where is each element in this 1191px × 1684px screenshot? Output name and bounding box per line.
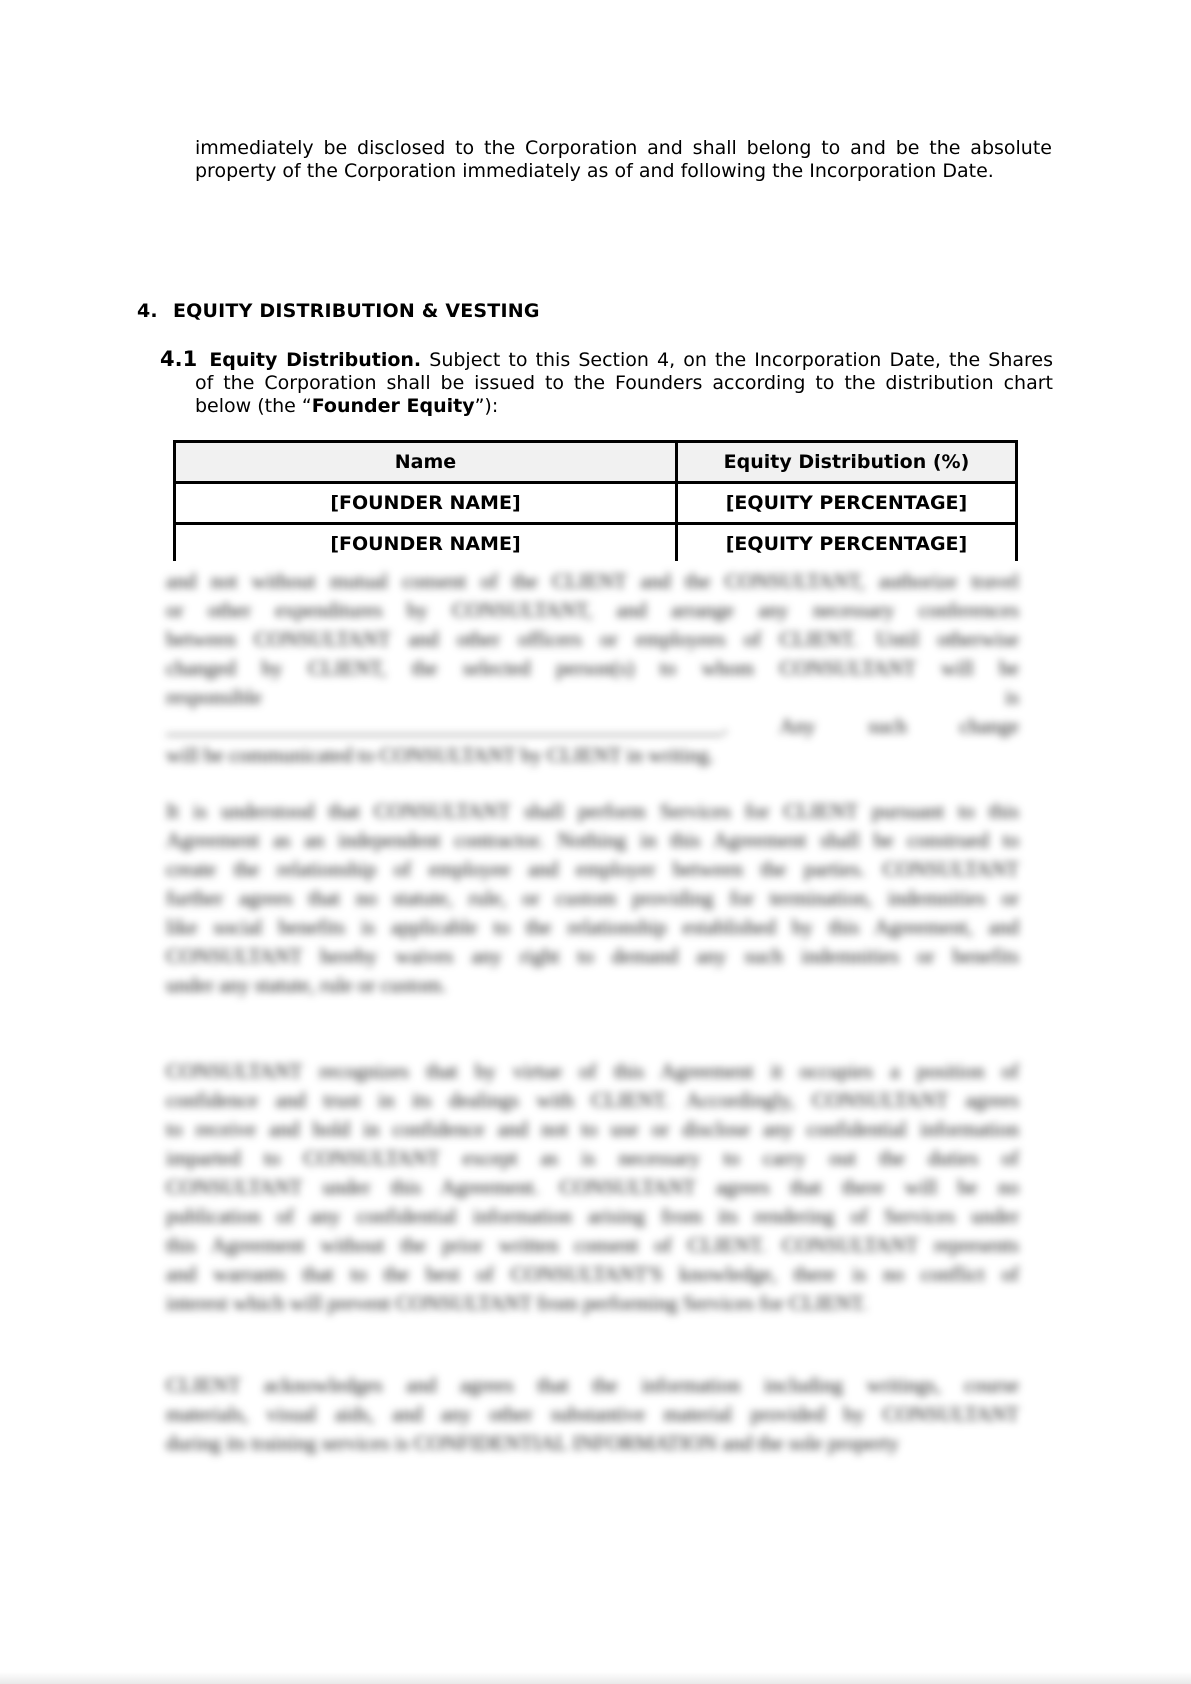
clause-line: of the Corporation shall be issued to the Founders according to the distribution chart [195,372,1053,394]
table-cell-equity: [EQUITY PERCENTAGE] [676,524,1016,565]
table-header-row [175,442,1017,483]
blurred-line: CONSULTANT hereby waives any right to demand any such indemnities or benefits [166,944,1019,968]
blurred-line: create the relationship of employee and employer between the parties. CONSULTANT [166,857,1019,881]
blurred-line: imparted to CONSULTANT except as is necessary to carry out the duties of [166,1146,1019,1170]
blurred-line: It is understood that CONSULTANT shall perform Services for CLIENT pursuant to this [166,799,1019,823]
page-bottom-shadow [0,1672,1191,1684]
blurred-paragraph [166,567,1019,770]
blurred-line: materials, visual aids, and any other substantive material provided by CONSULTANT [166,1402,1019,1426]
clause-text: below (the “ [195,395,312,417]
blurred-line: or other expenditures by CONSULTANT, and arrange any necessary conferences [166,598,1019,622]
blurred-line: under any statute, rule or custom. [166,973,447,997]
table-row [175,524,1017,565]
blurred-line: further agrees that no statute, rule, or custom providing for termination, indemnities or [166,886,1019,910]
blurred-preview-region [0,561,1191,1581]
clause-text: Subject to this Section 4, on the Incorporation Date, the Shares [421,349,1054,371]
blurred-line: during its training services is CONFIDENTIAL INFORMATION and the sole property [166,1431,899,1455]
blurred-line: and not without mutual consent of the CLIENT and the CONSULTANT, authorize travel [166,569,1019,593]
clause-paragraph [160,348,1053,418]
blurred-line: interest which will prevent CONSULTANT from performing Services for CLIENT. [166,1291,868,1315]
clause-line [160,395,1053,418]
blurred-line: responsible is [166,685,1019,709]
defined-term: Founder Equity [311,395,475,417]
blurred-line: publication of any confidential information arising from its rendering of Services under [166,1204,1019,1228]
intro-line: immediately be disclosed to the Corporation and shall belong to and be the absolute [195,137,1052,159]
table-cell-equity: [EQUITY PERCENTAGE] [676,483,1016,524]
blurred-line: will be communicated to CONSULTANT by CLIENT in writing. [166,743,714,767]
table-cell-name: [FOUNDER NAME] [175,524,677,565]
clause-number: 4.1 [160,347,198,371]
blurred-line: like social benefits is applicable to the relationship established by this Agreement, and [166,915,1019,939]
clause-line [160,348,1053,372]
clause-heading: Equity Distribution. [209,349,422,371]
section-number: 4. [137,300,158,322]
equity-distribution-table [173,440,1018,566]
blurred-paragraph [166,1057,1019,1318]
blurred-line: between CONSULTANT and other officers or employees of CLIENT. Until otherwise [166,627,1019,651]
intro-paragraph [195,137,1052,183]
table-cell-name: [FOUNDER NAME] [175,483,677,524]
blurred-line: Agreement as an independent contractor. Nothing in this Agreement shall be construed to [166,828,1019,852]
section-heading [137,300,540,322]
blurred-line: _____________________________________________________. Any such change [166,714,1019,738]
blurred-line: confidence and trust in its dealings with CLIENT. Accordingly, CONSULTANT agrees [166,1088,1019,1112]
section-title: EQUITY DISTRIBUTION & VESTING [173,300,540,322]
blurred-paragraph [166,1371,1019,1458]
intro-line: property of the Corporation immediately as of and following the Incorporation Date. [195,160,994,182]
blurred-line: to receive and hold in confidence and not to use or disclose any confidential information [166,1117,1019,1141]
blurred-line: CONSULTANT under this Agreement. CONSULTANT agrees that there will be no [166,1175,1019,1199]
blurred-line: this Agreement without the prior written consent of CLIENT. CONSULTANT represents [166,1233,1019,1257]
column-header-equity: Equity Distribution (%) [676,442,1016,483]
column-header-name: Name [175,442,677,483]
blurred-line: and warrants that to the best of CONSULTANT'S knowledge, there is no conflict of [166,1262,1019,1286]
blurred-paragraph [166,797,1019,1000]
blurred-line: changed by CLIENT, the selected person(s) to whom CONSULTANT will be [166,656,1019,680]
blurred-line: CLIENT acknowledges and agrees that the information including writings, course [166,1373,1019,1397]
clause-text: ”): [474,395,499,417]
blurred-line: CONSULTANT recognizes that by virtue of this Agreement it occupies a position of [166,1059,1019,1083]
table-row [175,483,1017,524]
